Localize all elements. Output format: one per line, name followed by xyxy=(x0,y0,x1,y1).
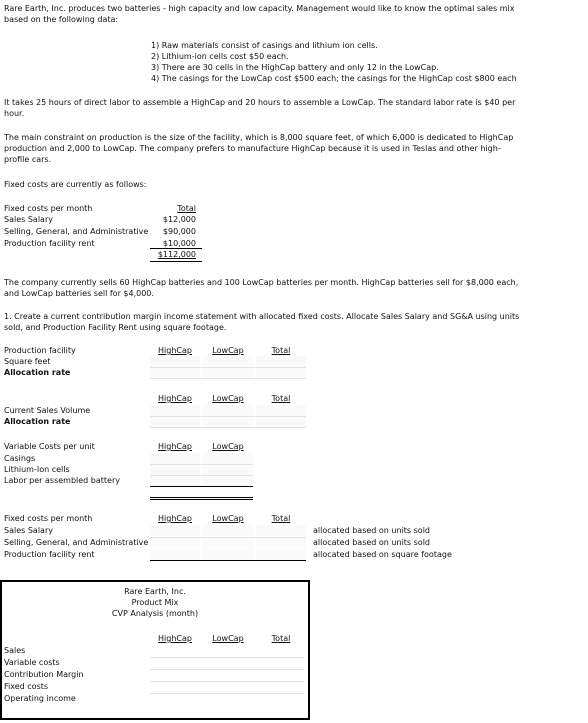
constraint-line-1: The main constraint on production is the size of the facility, which is 8,000 square feet, of which 6,000 is dedicated to HighCap xyxy=(4,133,514,142)
constraint-line-3: profile cars. xyxy=(4,155,52,164)
fact-3: 3) There are 30 cells in the HighCap battery and only 12 in the LowCap. xyxy=(151,63,439,72)
cvp-row-contribution-margin: Contribution Margin xyxy=(4,670,84,679)
fixed-table-total: $112,000 xyxy=(157,250,196,259)
sales-info-line-1: The company currently sells 60 HighCap batteries and 100 LowCap batteries per month. HighCap batteries sell for $8,000 each, xyxy=(4,278,519,287)
facility-allocation-rate-label: Allocation rate xyxy=(4,368,71,377)
allocation-note: allocated based on square footage xyxy=(313,550,452,559)
grid-line xyxy=(150,537,306,538)
col-header-highcap: HighCap xyxy=(158,442,192,451)
input-cell[interactable] xyxy=(150,356,200,367)
cvp-title-analysis: CVP Analysis (month) xyxy=(111,609,199,618)
grid-line xyxy=(150,657,304,658)
variable-total-double-rule xyxy=(150,499,253,500)
cvp-row-operating-income: Operating income xyxy=(4,694,76,703)
allocation-note: allocated based on units sold xyxy=(313,538,430,547)
col-header-highcap: HighCap xyxy=(158,394,192,403)
grid-line xyxy=(150,416,306,417)
fixed-table-double-rule xyxy=(150,261,202,262)
col-header-lowcap: LowCap xyxy=(212,394,244,403)
input-cell[interactable] xyxy=(256,367,306,378)
allocation-note: allocated based on units sold xyxy=(313,526,430,535)
fixed-alloc-title: Fixed costs per month xyxy=(4,514,93,523)
input-cell[interactable] xyxy=(203,356,253,367)
input-cell[interactable] xyxy=(203,367,253,378)
cvp-row-sales: Sales xyxy=(4,646,26,655)
volume-allocation-rate-label: Allocation rate xyxy=(4,417,71,426)
variable-row-casings: Casings xyxy=(4,454,36,463)
input-cell[interactable] xyxy=(203,464,253,475)
fact-2: 2) Lithium-ion cells cost $50 each. xyxy=(151,52,289,61)
grid-line xyxy=(150,681,304,682)
input-cell[interactable] xyxy=(150,453,200,464)
fixed-table-header-label: Fixed costs per month xyxy=(4,204,93,213)
grid-line xyxy=(150,475,253,476)
variable-subtotal-rule xyxy=(150,486,253,487)
fixed-alloc-row-rent: Production facility rent xyxy=(4,550,95,559)
fixed-costs-intro: Fixed costs are currently as follows: xyxy=(4,180,147,189)
col-header-highcap: HighCap xyxy=(158,346,192,355)
input-cell[interactable] xyxy=(150,525,200,536)
input-cell[interactable] xyxy=(203,525,253,536)
labor-line-2: hour. xyxy=(4,109,25,118)
fixed-table-row-label: Sales Salary xyxy=(4,215,53,224)
input-cell[interactable] xyxy=(203,475,253,486)
input-cell[interactable] xyxy=(203,405,253,416)
intro-line-2: based on the following data: xyxy=(4,15,119,24)
col-header-lowcap: LowCap xyxy=(212,442,244,451)
input-cell[interactable] xyxy=(256,405,306,416)
input-cell[interactable] xyxy=(203,549,253,560)
variable-row-cells: Lithium-Ion cells xyxy=(4,465,70,474)
fixed-table-header-total: Total xyxy=(177,204,196,213)
fact-4: 4) The casings for the LowCap cost $500 each; the casings for the HighCap cost $800 each xyxy=(151,74,517,83)
grid-line xyxy=(150,464,253,465)
facility-square-feet-label: Square feet xyxy=(4,357,51,366)
input-cell[interactable] xyxy=(150,475,200,486)
cvp-title-product-mix: Product Mix xyxy=(131,598,179,607)
sales-info-line-2: and LowCap batteries sell for $4,000. xyxy=(4,289,154,298)
col-header-lowcap: LowCap xyxy=(212,514,244,523)
input-cell[interactable] xyxy=(256,537,306,548)
fact-1: 1) Raw materials consist of casings and lithium ion cells. xyxy=(151,41,378,50)
grid-line xyxy=(150,367,306,368)
input-cell[interactable] xyxy=(256,356,306,367)
facility-title: Production facility xyxy=(4,346,76,355)
grid-line xyxy=(150,378,306,379)
constraint-line-2: production and 2,000 to LowCap. The company prefers to manufacture HighCap because it is used in Teslas and other high- xyxy=(4,144,501,153)
fixed-table-row-value: $10,000 xyxy=(162,239,196,248)
col-header-highcap: HighCap xyxy=(158,514,192,523)
fixed-table-row-value: $90,000 xyxy=(162,227,196,236)
cvp-row-variable-costs: Variable costs xyxy=(4,658,60,667)
fixed-alloc-total-rule xyxy=(150,560,306,561)
col-header-lowcap: LowCap xyxy=(212,634,244,643)
fixed-table-row-value: $12,000 xyxy=(162,215,196,224)
input-cell[interactable] xyxy=(150,367,200,378)
cvp-row-fixed-costs: Fixed costs xyxy=(4,682,49,691)
variable-total-rule xyxy=(150,497,253,498)
grid-line xyxy=(150,693,304,694)
input-cell[interactable] xyxy=(150,549,200,560)
input-cell[interactable] xyxy=(150,537,200,548)
input-cell[interactable] xyxy=(150,416,200,427)
input-cell[interactable] xyxy=(203,416,253,427)
variable-row-labor: Labor per assembled battery xyxy=(4,476,120,485)
cvp-title-company: Rare Earth, Inc. xyxy=(124,587,186,596)
variable-costs-title: Variable Costs per unit xyxy=(4,442,95,451)
intro-line-1: Rare Earth, Inc. produces two batteries - high capacity and low capacity. Management would like to know the optimal sales mix xyxy=(4,4,515,13)
input-cell[interactable] xyxy=(256,416,306,427)
fixed-table-row-label: Production facility rent xyxy=(4,239,95,248)
col-header-highcap: HighCap xyxy=(158,634,192,643)
task-line-2: sold, and Production Facility Rent using square footage. xyxy=(4,323,227,332)
labor-line-1: It takes 25 hours of direct labor to assemble a HighCap and 20 hours to assemble a LowCap. The standard labor rate is $40 per xyxy=(4,98,516,107)
fixed-table-row-label: Selling, General, and Administrative xyxy=(4,227,149,236)
input-cell[interactable] xyxy=(203,453,253,464)
col-header-total: Total xyxy=(271,514,291,523)
grid-line xyxy=(150,427,306,428)
input-cell[interactable] xyxy=(150,464,200,475)
input-cell[interactable] xyxy=(256,549,306,560)
input-cell[interactable] xyxy=(256,525,306,536)
col-header-total: Total xyxy=(271,346,291,355)
grid-line xyxy=(150,669,304,670)
input-cell[interactable] xyxy=(203,537,253,548)
col-header-total: Total xyxy=(271,634,291,643)
fixed-alloc-row-sga: Selling, General, and Administrative xyxy=(4,538,149,547)
fixed-alloc-row-sales-salary: Sales Salary xyxy=(4,526,53,535)
input-cell[interactable] xyxy=(150,405,200,416)
col-header-total: Total xyxy=(271,394,291,403)
task-line-1: 1. Create a current contribution margin income statement with allocated fixed costs. Allocate Sales Salary and SG&A using units xyxy=(4,312,520,321)
col-header-lowcap: LowCap xyxy=(212,346,244,355)
sales-volume-label: Current Sales Volume xyxy=(4,406,91,415)
